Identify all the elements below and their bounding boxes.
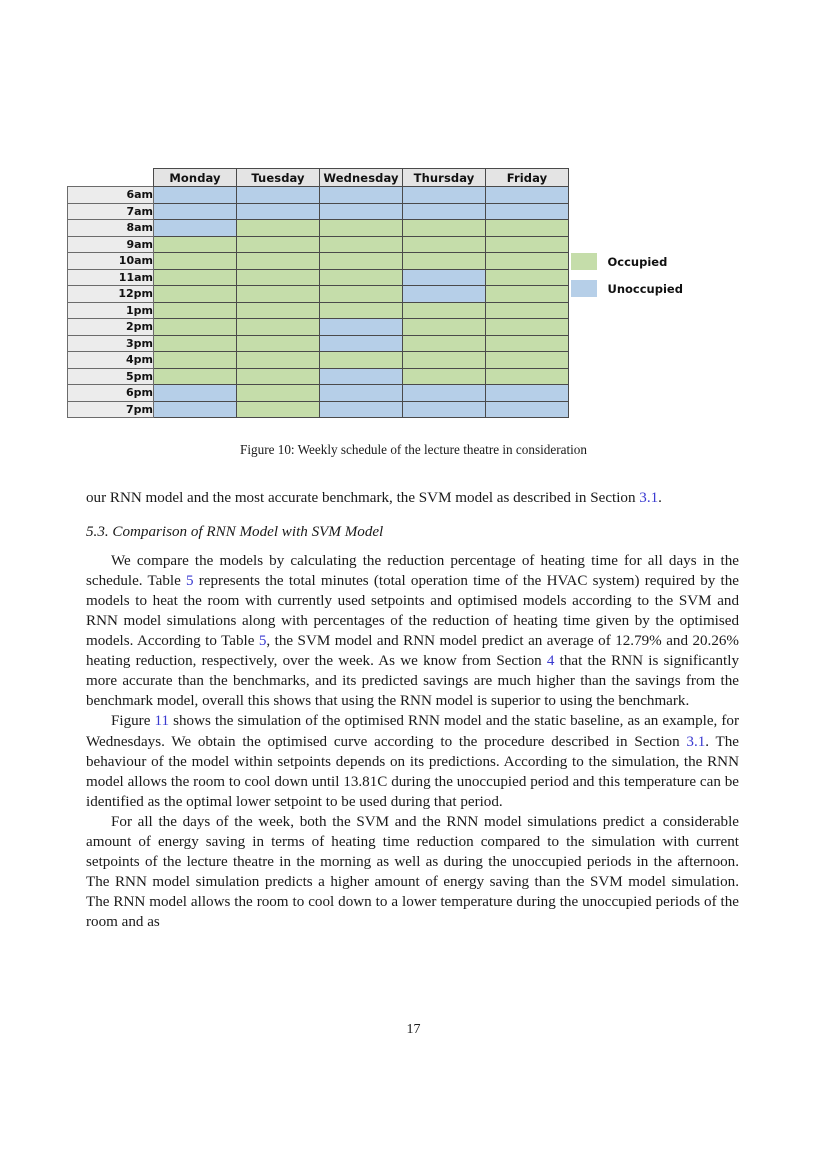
schedule-cell-5pm-thursday <box>403 368 486 385</box>
xref-section-3-1-a[interactable]: 3.1 <box>639 490 659 506</box>
schedule-cell-7am-thursday <box>403 203 486 220</box>
schedule-row <box>67 352 569 369</box>
row-header-hour: 7am <box>67 203 154 220</box>
schedule-cell-5pm-monday <box>154 368 237 385</box>
schedule-cell-8am-wednesday <box>320 220 403 237</box>
paragraph-figure-11-part3: . The behaviour of the model within setpoints depends on its predictions. According to the simulation, the RNN model allows the room to cool down until 13.81C during the unoccupied period and this temperature can be identified as the optimal lower setpoint to be used during that period. <box>86 733 740 810</box>
schedule-cell-10am-friday <box>486 253 569 270</box>
schedule-cell-6pm-thursday <box>403 385 486 402</box>
schedule-cell-7am-wednesday <box>320 203 403 220</box>
schedule-header <box>67 169 569 187</box>
schedule-cell-1pm-tuesday <box>237 302 320 319</box>
weekly-schedule-table <box>67 168 570 418</box>
paragraph-energy-saving: For all the days of the week, both the SVM and the RNN model simulations predict a considerable amount of energy saving in terms of heating time reduction compared to the simulation with current setpoints of the lecture theatre in the morning as well as during the unoccupied periods in the afternoon. The RNN model simulation predicts a higher amount of energy saving than the SVM model simulation. The RNN model allows the room to cool down to a lower temperature during the unoccupied periods of the room and as <box>86 813 739 930</box>
schedule-cell-7pm-monday <box>154 401 237 418</box>
paragraph-comparison-part2: represents the total minutes (total operation time of the HVAC system) required by the models to heat the room with currently used setpoints and optimised models according to the SVM and RNN model simulations along with percentages of the reduction of heating time given by the optimised models. According to Table <box>86 573 739 650</box>
row-header-hour: 5pm <box>67 368 154 385</box>
row-header-hour: 10am <box>67 253 154 270</box>
schedule-cell-9am-wednesday <box>320 236 403 253</box>
schedule-cell-3pm-monday <box>154 335 237 352</box>
schedule-cell-9am-thursday <box>403 236 486 253</box>
schedule-cell-1pm-friday <box>486 302 569 319</box>
schedule-cell-7am-tuesday <box>237 203 320 220</box>
schedule-cell-7pm-tuesday <box>237 401 320 418</box>
paragraph-comparison <box>86 551 739 711</box>
schedule-cell-3pm-wednesday <box>320 335 403 352</box>
schedule-cell-4pm-wednesday <box>320 352 403 369</box>
schedule-cell-11am-wednesday <box>320 269 403 286</box>
paragraph-continued-period: . <box>658 490 662 506</box>
schedule-cell-7pm-friday <box>486 401 569 418</box>
schedule-row <box>67 269 569 286</box>
schedule-cell-7am-monday <box>154 203 237 220</box>
schedule-cell-4pm-monday <box>154 352 237 369</box>
schedule-header-row <box>67 169 569 187</box>
schedule-cell-7pm-thursday <box>403 401 486 418</box>
schedule-row <box>67 253 569 270</box>
xref-section-4[interactable]: 4 <box>546 653 555 670</box>
schedule-cell-11am-monday <box>154 269 237 286</box>
schedule-cell-5pm-wednesday <box>320 368 403 385</box>
figure-10-content <box>64 160 764 422</box>
schedule-cell-6am-friday <box>486 187 569 204</box>
body-text-column <box>86 488 739 932</box>
row-header-hour: 6am <box>67 187 154 204</box>
schedule-cell-12pm-monday <box>154 286 237 303</box>
schedule-cell-9am-monday <box>154 236 237 253</box>
schedule-cell-5pm-tuesday <box>237 368 320 385</box>
row-header-hour: 7pm <box>67 401 154 418</box>
schedule-cell-1pm-monday <box>154 302 237 319</box>
subsection-heading-5-3: 5.3. Comparison of RNN Model with SVM Model <box>86 524 384 541</box>
legend-label-occupied: Occupied <box>607 254 668 269</box>
schedule-cell-8am-tuesday <box>237 220 320 237</box>
schedule-body <box>67 187 569 418</box>
schedule-cell-6am-tuesday <box>237 187 320 204</box>
schedule-legend <box>571 253 683 307</box>
paragraph-comparison-part3: , the SVM model and RNN model predict an average of 12.79% and 20.26% heating reduction, respectively, over the week. As we know from Section <box>86 633 739 670</box>
schedule-cell-3pm-tuesday <box>237 335 320 352</box>
schedule-cell-6pm-friday <box>486 385 569 402</box>
schedule-cell-6pm-wednesday <box>320 385 403 402</box>
schedule-cell-7pm-wednesday <box>320 401 403 418</box>
schedule-cell-9am-friday <box>486 236 569 253</box>
row-header-hour: 2pm <box>67 319 154 336</box>
schedule-row <box>67 385 569 402</box>
schedule-cell-2pm-thursday <box>403 319 486 336</box>
schedule-cell-6pm-tuesday <box>237 385 320 402</box>
schedule-cell-11am-friday <box>486 269 569 286</box>
schedule-cell-11am-tuesday <box>237 269 320 286</box>
schedule-row <box>67 286 569 303</box>
schedule-row <box>67 401 569 418</box>
column-header-tuesday: Tuesday <box>237 169 320 187</box>
xref-table-5-b[interactable]: 5 <box>258 633 267 650</box>
schedule-cell-12pm-tuesday <box>237 286 320 303</box>
row-header-hour: 3pm <box>67 335 154 352</box>
paragraph-continued-text: our RNN model and the most accurate benchmark, the SVM model as described in Section <box>86 490 640 506</box>
schedule-row <box>67 236 569 253</box>
schedule-cell-1pm-thursday <box>403 302 486 319</box>
paragraph-figure-11-part1: Figure <box>111 713 155 730</box>
schedule-cell-10am-wednesday <box>320 253 403 270</box>
schedule-cell-10am-tuesday <box>237 253 320 270</box>
schedule-row <box>67 319 569 336</box>
xref-figure-11[interactable]: 11 <box>154 713 170 730</box>
column-header-thursday: Thursday <box>403 169 486 187</box>
paragraph-continued <box>86 488 739 508</box>
paragraph-figure-11-part2: shows the simulation of the optimised RNN model and the static baseline, as an example, for Wednesdays. We obtain the optimised curve according to the procedure described in Section <box>86 713 740 750</box>
row-header-hour: 6pm <box>67 385 154 402</box>
page-number: 17 <box>406 1022 421 1037</box>
figure-10 <box>0 160 827 457</box>
paragraph-figure-11 <box>86 711 739 811</box>
column-header-wednesday: Wednesday <box>320 169 403 187</box>
xref-section-3-1-b[interactable]: 3.1 <box>686 733 706 750</box>
paragraph-comparison-part4: that the RNN is significantly more accurate than the benchmarks, and its predicted savings are much higher than the savings from the benchmark model, overall this shows that using the RNN model is superior to using the benchmark. <box>86 653 739 710</box>
schedule-cell-8am-thursday <box>403 220 486 237</box>
schedule-row <box>67 187 569 204</box>
xref-table-5-a[interactable]: 5 <box>186 573 194 590</box>
schedule-row <box>67 203 569 220</box>
row-header-hour: 1pm <box>67 302 154 319</box>
column-header-monday: Monday <box>154 169 237 187</box>
schedule-cell-2pm-friday <box>486 319 569 336</box>
schedule-cell-4pm-tuesday <box>237 352 320 369</box>
schedule-cell-1pm-wednesday <box>320 302 403 319</box>
schedule-cell-8am-monday <box>154 220 237 237</box>
schedule-cell-6pm-monday <box>154 385 237 402</box>
schedule-cell-2pm-wednesday <box>320 319 403 336</box>
schedule-cell-6am-wednesday <box>320 187 403 204</box>
row-header-hour: 11am <box>67 269 154 286</box>
schedule-cell-4pm-thursday <box>403 352 486 369</box>
schedule-cell-12pm-wednesday <box>320 286 403 303</box>
schedule-cell-6am-thursday <box>403 187 486 204</box>
schedule-corner-cell <box>67 169 154 187</box>
schedule-cell-11am-thursday <box>403 269 486 286</box>
legend-swatch-occupied-icon <box>571 253 597 270</box>
schedule-cell-8am-friday <box>486 220 569 237</box>
legend-item-unoccupied <box>571 280 683 297</box>
schedule-cell-9am-tuesday <box>237 236 320 253</box>
schedule-cell-10am-thursday <box>403 253 486 270</box>
schedule-row <box>67 368 569 385</box>
figure-10-caption: Figure 10: Weekly schedule of the lecture theatre in consideration <box>240 442 587 457</box>
schedule-row <box>67 302 569 319</box>
row-header-hour: 8am <box>67 220 154 237</box>
column-header-friday: Friday <box>486 169 569 187</box>
schedule-cell-4pm-friday <box>486 352 569 369</box>
row-header-hour: 4pm <box>67 352 154 369</box>
schedule-cell-2pm-monday <box>154 319 237 336</box>
schedule-cell-3pm-thursday <box>403 335 486 352</box>
schedule-cell-6am-monday <box>154 187 237 204</box>
legend-swatch-unoccupied-icon <box>571 280 597 297</box>
row-header-hour: 9am <box>67 236 154 253</box>
legend-item-occupied <box>571 253 683 270</box>
legend-label-unoccupied: Unoccupied <box>607 281 683 296</box>
schedule-cell-12pm-thursday <box>403 286 486 303</box>
schedule-cell-3pm-friday <box>486 335 569 352</box>
schedule-cell-12pm-friday <box>486 286 569 303</box>
schedule-row <box>67 335 569 352</box>
schedule-row <box>67 220 569 237</box>
schedule-cell-7am-friday <box>486 203 569 220</box>
row-header-hour: 12pm <box>67 286 154 303</box>
schedule-cell-5pm-friday <box>486 368 569 385</box>
schedule-cell-10am-monday <box>154 253 237 270</box>
schedule-cell-2pm-tuesday <box>237 319 320 336</box>
paragraph-comparison-part1: We compare the models by calculating the reduction percentage of heating time for all days in the schedule. Table <box>86 553 739 590</box>
